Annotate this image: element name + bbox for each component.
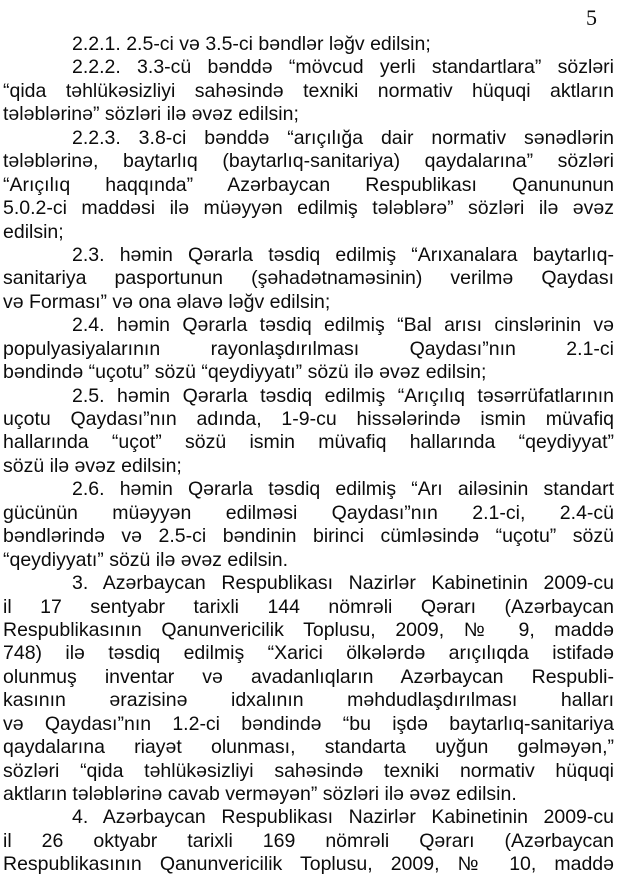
text-line: “qida təhlükəsizliyi sahəsində texniki normativ hüquqi aktların — [3, 79, 614, 102]
text-line: il 17 sentyabr tarixli 144 nömrəli Qərarı (Azərbaycan — [3, 595, 614, 618]
text-line: “qeydiyyatı” sözü ilə əvəz edilsin. — [3, 548, 289, 571]
text-line: aktların tələblərinə cavab verməyən” sözləri ilə əvəz edilsin. — [3, 783, 517, 805]
text-line: sözü ilə əvəz edilsin; — [3, 454, 182, 477]
text-line: 2.2.2. 3.3-cü bənddə “mövcud yerli standartlara” sözləri — [72, 56, 614, 79]
text-line: 748) ilə təsdiq edilmiş “Xarici ölkələrdə arıçılıqda istifadə — [3, 642, 614, 665]
text-line: tələblərinə, baytarlıq (baytarlıq-sanitariya) qaydalarına” sözləri — [3, 150, 614, 173]
page-number: 5 — [586, 5, 597, 30]
text-line: 4. Azərbaycan Respublikası Nazirlər Kabinetinin 2009-cu — [72, 806, 614, 829]
text-line: 2.4. həmin Qərarla təsdiq edilmiş “Bal arısı cinslərinin və — [72, 314, 614, 337]
text-line: bəndlərində və 2.5-ci bəndinin birinci cümləsində “uçotu” sözü — [3, 525, 614, 548]
text-line: 2.6. həmin Qərarla təsdiq edilmiş “Arı ailəsinin standart — [72, 478, 614, 501]
text-block — [3, 33, 614, 877]
text-line: kasının ərazisinə idxalının məhdudlaşdırılması halları — [3, 689, 614, 712]
text-line: hallarında “uçot” sözü ismin müvafiq hallarında “qeydiyyat” — [3, 431, 614, 454]
text-line: və Qaydası”nın 1.2-ci bəndində “bu işdə baytarlıq-sanitariya — [3, 712, 614, 735]
text-line: və Forması” və ona əlavə ləğv edilsin; — [3, 290, 331, 313]
text-line: gücünün müəyyən edilməsi Qaydası”nın 2.1-ci, 2.4-cü — [3, 501, 614, 524]
text-line: bəndində “uçotu” sözü “qeydiyyatı” sözü ilə əvəz edilsin; — [3, 361, 487, 384]
text-line: sanitariya pasportunun (şəhadətnaməsinin) verilmə Qaydası — [3, 267, 614, 290]
text-line: sözləri “qida təhlükəsizliyi sahəsində texniki normativ hüquqi — [3, 759, 614, 782]
text-line: Respublikasının Qanunvericilik Toplusu, 2009, № 9, maddə — [3, 618, 614, 641]
text-line: uçotu Qaydası”nın adında, 1-9-cu hissələrində ismin müvafiq — [3, 408, 614, 430]
text-line: populyasiyalarının rayonlaşdırılması Qaydası”nın 2.1-ci — [3, 337, 614, 360]
text-line: “Arıçılıq haqqında” Azərbaycan Respublikası Qanununun — [3, 173, 614, 196]
text-line: olunmuş inventar və avadanlıqların Azərbaycan Respubli- — [3, 665, 614, 688]
text-line: il 26 oktyabr tarixli 169 nömrəli Qərarı (Azərbaycan — [3, 829, 614, 852]
text-line: 2.2.1. 2.5-ci və 3.5-ci bəndlər ləğv edilsin; — [72, 33, 431, 55]
text-line: tələblərinə” sözləri ilə əvəz edilsin; — [3, 103, 299, 126]
text-line: 2.2.3. 3.8-ci bənddə “arıçılığa dair normativ sənədlərin — [72, 126, 614, 149]
text-line: 2.3. həmin Qərarla təsdiq edilmiş “Arıxanalara baytarlıq- — [72, 243, 614, 266]
text-line: 2.5. həmin Qərarla təsdiq edilmiş “Arıçılıq təsərrüfatlarının — [72, 384, 614, 407]
text-line: edilsin; — [3, 220, 64, 243]
text-line: Respublikasının Qanunvericilik Toplusu, 2009, № 10, maddə — [3, 853, 614, 876]
text-line: 5.0.2-ci maddəsi ilə müəyyən edilmiş tələblərə” sözləri ilə əvəz — [3, 197, 614, 220]
text-line: 3. Azərbaycan Respublikası Nazirlər Kabinetinin 2009-cu — [72, 572, 614, 595]
text-line: qaydalarına riayət olunması, standarta uyğun gəlməyən,” — [3, 736, 614, 759]
